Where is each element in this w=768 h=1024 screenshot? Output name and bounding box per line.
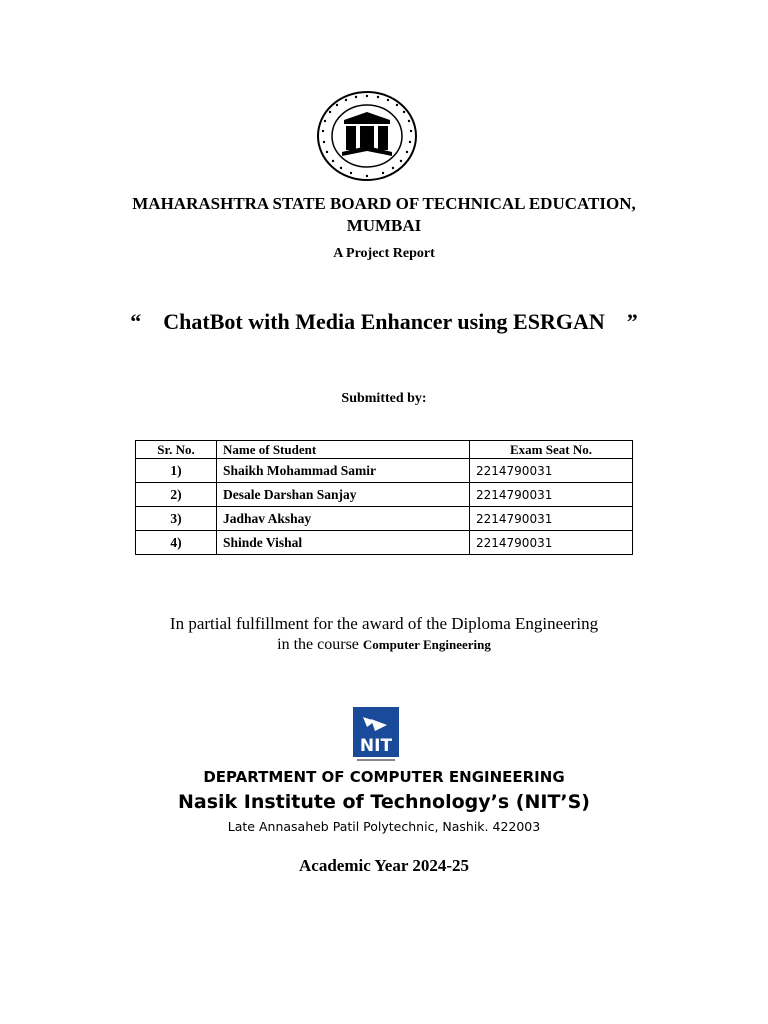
open-quote: “ — [130, 309, 142, 334]
report-type: A Project Report — [333, 246, 435, 261]
institute-address: Late Annasaheb Patil Polytechnic, Nashik. 422003 — [227, 819, 541, 834]
course-prefix: in the course — [277, 636, 363, 653]
institute-name: Nasik Institute of Technology’s (NIT’S) — [177, 791, 590, 813]
exam-seat-cell: 2214790031 — [470, 531, 633, 555]
student-name-cell: Shinde Vishal — [217, 531, 470, 555]
sr-no-cell: 1) — [136, 459, 217, 483]
project-title — [0, 309, 768, 335]
fulfillment-line-2 — [0, 636, 768, 654]
column-header-exam-seat: Exam Seat No. — [470, 441, 633, 459]
exam-seat-cell: 2214790031 — [470, 507, 633, 531]
board-title-line2: MUMBAI — [346, 216, 422, 235]
msbte-seal-icon — [316, 90, 418, 182]
column-header-name: Name of Student — [217, 441, 470, 459]
project-title-text: ChatBot with Media Enhancer using ESRGAN — [163, 309, 605, 334]
submitted-by-label: Submitted by: — [341, 391, 427, 406]
table-header-row — [136, 441, 633, 459]
students-table — [135, 440, 633, 555]
nit-logo-icon — [353, 707, 399, 763]
sr-no-cell: 4) — [136, 531, 217, 555]
column-header-sr-no: Sr. No. — [136, 441, 217, 459]
sr-no-cell: 2) — [136, 483, 217, 507]
student-name-cell: Jadhav Akshay — [217, 507, 470, 531]
exam-seat-cell: 2214790031 — [470, 459, 633, 483]
course-name: Computer Engineering — [362, 637, 491, 652]
sr-no-cell: 3) — [136, 507, 217, 531]
board-title — [0, 193, 768, 237]
student-name-cell: Shaikh Mohammad Samir — [217, 459, 470, 483]
student-name-cell: Desale Darshan Sanjay — [217, 483, 470, 507]
table-row — [136, 531, 633, 555]
table-row — [136, 507, 633, 531]
academic-year: Academic Year 2024-25 — [299, 856, 469, 875]
department-name: DEPARTMENT OF COMPUTER ENGINEERING — [203, 768, 565, 786]
fulfillment-line-1: In partial fulfillment for the award of the Diploma Engineering — [169, 614, 599, 633]
close-quote: ” — [626, 309, 638, 334]
board-title-line1: MAHARASHTRA STATE BOARD OF TECHNICAL EDUCATION, — [132, 194, 636, 213]
nit-logo-text: NIT — [359, 736, 393, 756]
table-row — [136, 483, 633, 507]
exam-seat-cell: 2214790031 — [470, 483, 633, 507]
table-row — [136, 459, 633, 483]
